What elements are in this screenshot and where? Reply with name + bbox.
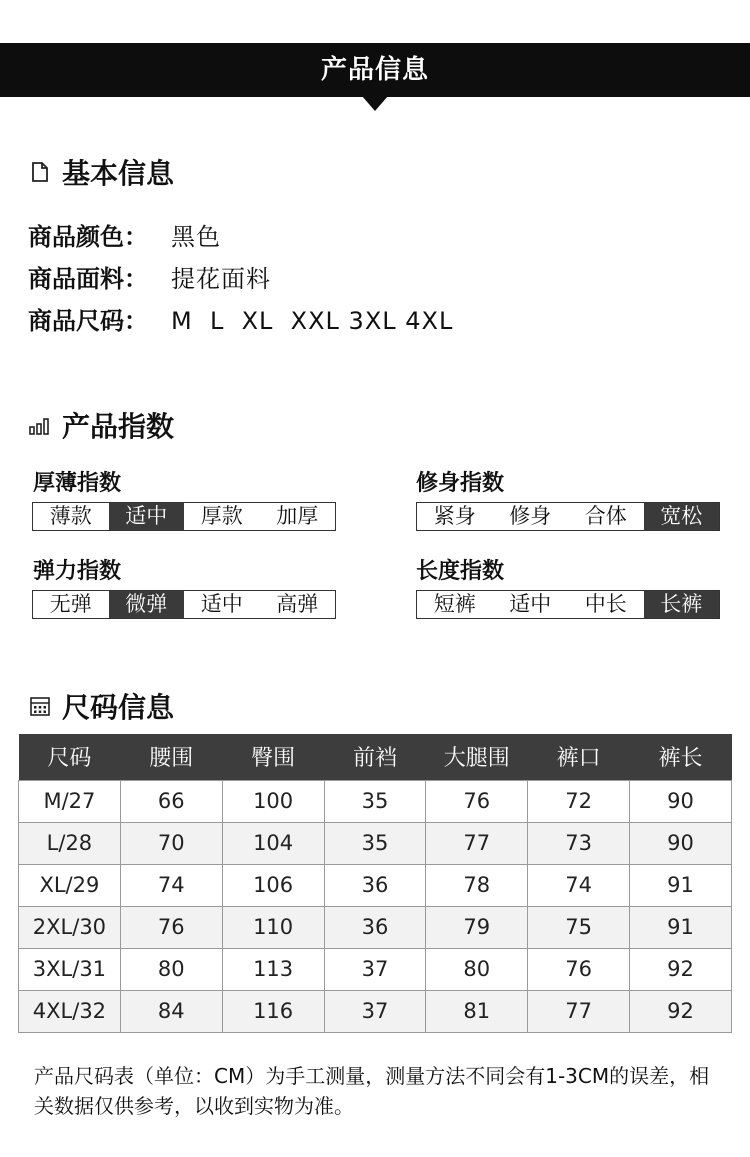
table-cell: 36 — [324, 864, 426, 906]
scale-option: 厚款 — [200, 504, 243, 528]
table-cell: 80 — [426, 948, 528, 990]
thickness-index-scale — [32, 502, 336, 531]
table-cell: 91 — [630, 906, 732, 948]
table-cell: 37 — [324, 948, 426, 990]
table-cell: 76 — [528, 948, 630, 990]
info-row-size — [28, 301, 453, 336]
info-value: 提花面料 — [171, 265, 271, 293]
table-cell: 70 — [120, 822, 222, 864]
scale-option: 薄款 — [49, 504, 92, 528]
fit-index-scale — [416, 502, 720, 531]
table-cell: 74 — [120, 864, 222, 906]
scale-option: 短裤 — [433, 592, 476, 616]
scale-option: 合体 — [584, 504, 627, 528]
table-cell: 66 — [120, 780, 222, 822]
table-cell: 79 — [426, 906, 528, 948]
column-header: 尺码 — [19, 734, 121, 780]
table-cell: 73 — [528, 822, 630, 864]
scale-option: 中长 — [584, 592, 627, 616]
scale-option: 无弹 — [49, 592, 92, 616]
product-index-title: 产品指数 — [62, 410, 175, 443]
scale-option: 高弹 — [276, 592, 319, 616]
info-row-fabric — [28, 259, 271, 294]
table-cell: 84 — [120, 990, 222, 1032]
table-cell: 72 — [528, 780, 630, 822]
table-cell: 100 — [222, 780, 324, 822]
table-cell: 116 — [222, 990, 324, 1032]
table-cell: 104 — [222, 822, 324, 864]
thickness-index-label: 厚薄指数 — [33, 471, 122, 496]
banner-title: 产品信息 — [320, 55, 429, 85]
bar-chart-icon — [28, 413, 52, 437]
document-icon — [28, 160, 52, 184]
basic-info-title: 基本信息 — [62, 157, 175, 190]
scale-option: 适中 — [509, 592, 552, 616]
table-row — [19, 990, 732, 1032]
header-banner — [0, 43, 750, 97]
size-disclaimer-note: 产品尺码表（单位：CM）为手工测量，测量方法不同会有1-3CM的误差，相关数据仅供参考，以收到实物为准。 — [34, 1064, 710, 1118]
banner-pointer — [362, 96, 388, 111]
table-cell: 76 — [426, 780, 528, 822]
info-value: M L XL XXL 3XL 4XL — [171, 307, 454, 335]
table-row — [19, 906, 732, 948]
table-cell: 36 — [324, 906, 426, 948]
scale-option: 紧身 — [433, 504, 476, 528]
scale-option-selected: 微弹 — [109, 591, 185, 618]
table-cell: 4XL/32 — [19, 990, 121, 1032]
size-table-header — [19, 734, 732, 780]
table-row — [19, 864, 732, 906]
table-row — [19, 822, 732, 864]
length-index-label: 长度指数 — [416, 559, 505, 584]
table-cell: 74 — [528, 864, 630, 906]
column-header: 大腿围 — [426, 734, 528, 780]
size-info-heading — [28, 686, 174, 726]
table-cell: 75 — [528, 906, 630, 948]
info-label: 商品尺码： — [28, 307, 148, 335]
table-cell: 2XL/30 — [19, 906, 121, 948]
elasticity-index-scale — [32, 590, 336, 619]
scale-option: 加厚 — [276, 504, 319, 528]
column-header: 裤口 — [528, 734, 630, 780]
table-row — [19, 780, 732, 822]
elasticity-index-label: 弹力指数 — [33, 559, 122, 584]
table-cell: 110 — [222, 906, 324, 948]
product-index-heading — [28, 405, 174, 445]
calendar-grid-icon — [28, 694, 52, 718]
info-row-color — [28, 217, 221, 252]
table-cell: 81 — [426, 990, 528, 1032]
table-cell: 78 — [426, 864, 528, 906]
scale-option: 适中 — [200, 592, 243, 616]
table-cell: L/28 — [19, 822, 121, 864]
column-header: 腰围 — [120, 734, 222, 780]
table-cell: 91 — [630, 864, 732, 906]
column-header: 前裆 — [324, 734, 426, 780]
table-cell: 113 — [222, 948, 324, 990]
info-label: 商品面料： — [28, 265, 148, 293]
table-cell: 90 — [630, 780, 732, 822]
scale-option-selected: 宽松 — [644, 503, 720, 530]
table-cell: 76 — [120, 906, 222, 948]
scale-option: 修身 — [509, 504, 552, 528]
table-cell: 35 — [324, 822, 426, 864]
table-cell: 77 — [528, 990, 630, 1032]
scale-option-selected: 长裤 — [644, 591, 720, 618]
size-info-title: 尺码信息 — [62, 691, 175, 724]
size-table — [18, 734, 732, 1033]
table-cell: M/27 — [19, 780, 121, 822]
table-cell: 92 — [630, 948, 732, 990]
fit-index-label: 修身指数 — [416, 471, 505, 496]
column-header: 裤长 — [630, 734, 732, 780]
table-cell: 106 — [222, 864, 324, 906]
info-label: 商品颜色： — [28, 223, 148, 251]
table-cell: 35 — [324, 780, 426, 822]
table-cell: XL/29 — [19, 864, 121, 906]
table-cell: 77 — [426, 822, 528, 864]
table-cell: 90 — [630, 822, 732, 864]
length-index-scale — [416, 590, 720, 619]
table-cell: 92 — [630, 990, 732, 1032]
table-row — [19, 948, 732, 990]
info-value: 黑色 — [171, 223, 221, 251]
scale-option-selected: 适中 — [109, 503, 185, 530]
basic-info-heading — [28, 152, 174, 192]
table-cell: 80 — [120, 948, 222, 990]
table-cell: 3XL/31 — [19, 948, 121, 990]
table-cell: 37 — [324, 990, 426, 1032]
column-header: 臀围 — [222, 734, 324, 780]
